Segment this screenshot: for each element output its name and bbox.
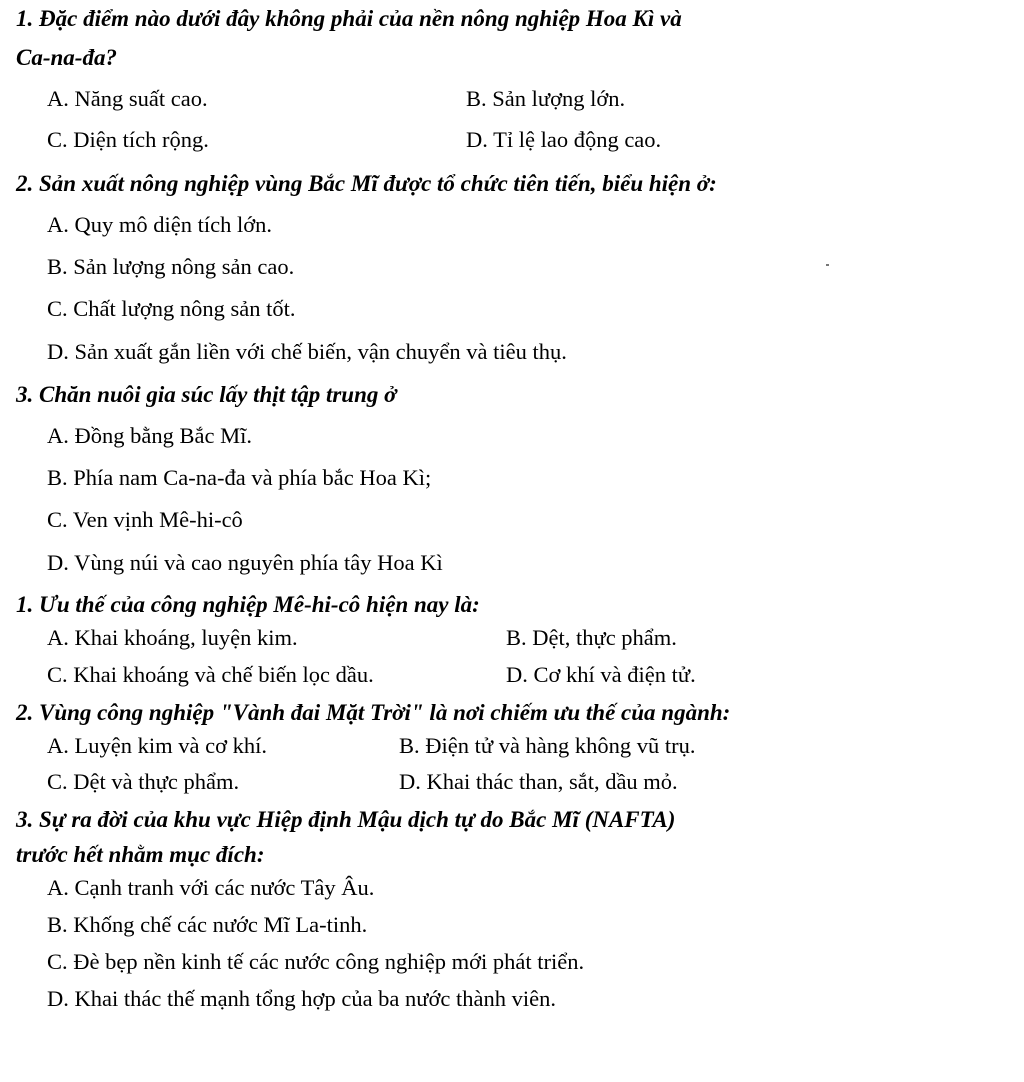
question-3-option-d: D. Vùng núi và cao nguyên phía tây Hoa Kì: [47, 550, 443, 575]
question-5-option-b: B. Điện tử và hàng không vũ trụ.: [399, 733, 696, 758]
question-3-option-b: B. Phía nam Ca-na-đa và phía bắc Hoa Kì;: [47, 465, 432, 490]
question-4-option-c: C. Khai khoáng và chế biến lọc dầu.: [47, 662, 374, 687]
question-1-option-b: B. Sản lượng lớn.: [466, 86, 626, 111]
question-1-option-c: C. Diện tích rộng.: [47, 127, 209, 152]
question-2-option-c: C. Chất lượng nông sản tốt.: [47, 296, 296, 321]
stray-mark: [826, 264, 829, 266]
question-2-option-d: D. Sản xuất gắn liền với chế biến, vận chuyển và tiêu thụ.: [47, 339, 567, 364]
question-6-stem-line2: trước hết nhằm mục đích:: [16, 842, 265, 867]
question-6-option-b: B. Khống chế các nước Mĩ La-tinh.: [47, 912, 368, 937]
question-1-stem-line2: Ca-na-đa?: [16, 45, 117, 70]
question-1-stem-part1: 1. Đặc điểm nào dưới đây: [16, 6, 266, 31]
question-3-stem: 3. Chăn nuôi gia súc lấy thịt tập trung ở: [16, 382, 397, 407]
question-4-stem: 1. Ưu thế của công nghiệp Mê-hi-cô hiện nay là:: [16, 592, 480, 617]
question-5-option-d: D. Khai thác than, sắt, dầu mỏ.: [399, 769, 678, 794]
question-1-stem: [16, 2, 682, 35]
question-4-option-b: B. Dệt, thực phẩm.: [506, 625, 677, 650]
question-6-option-c: C. Đè bẹp nền kinh tế các nước công nghiệp mới phát triển.: [47, 949, 585, 974]
question-4-option-a: A. Khai khoáng, luyện kim.: [47, 625, 298, 650]
question-2-option-a: A. Quy mô diện tích lớn.: [47, 212, 272, 237]
question-6-option-d: D. Khai thác thế mạnh tổng hợp của ba nước thành viên.: [47, 986, 556, 1011]
question-6-option-a: A. Cạnh tranh với các nước Tây Âu.: [47, 875, 375, 900]
question-1-stem-part2: phải của nền nông nghiệp Hoa Kì và: [325, 6, 682, 31]
question-5-stem: 2. Vùng công nghiệp "Vành đai Mặt Trời" là nơi chiếm ưu thế của ngành:: [16, 700, 731, 725]
question-4-option-d: D. Cơ khí và điện tử.: [506, 662, 696, 687]
question-5-option-c: C. Dệt và thực phẩm.: [47, 769, 240, 794]
question-5-option-a: A. Luyện kim và cơ khí.: [47, 733, 267, 758]
question-3-option-c: C. Ven vịnh Mê-hi-cô: [47, 507, 243, 532]
question-6-stem: 3. Sự ra đời của khu vực Hiệp định Mậu dịch tự do Bắc Mĩ (NAFTA): [16, 807, 676, 832]
question-3-option-a: A. Đồng bằng Bắc Mĩ.: [47, 423, 252, 448]
question-1-stem-bold: không: [265, 6, 326, 31]
question-2-option-b: B. Sản lượng nông sản cao.: [47, 254, 295, 279]
question-1-option-a: A. Năng suất cao.: [47, 86, 208, 111]
question-2-stem: 2. Sản xuất nông nghiệp vùng Bắc Mĩ được tổ chức tiên tiến, biểu hiện ở:: [16, 171, 717, 196]
question-1-option-d: D. Tỉ lệ lao động cao.: [466, 127, 662, 152]
